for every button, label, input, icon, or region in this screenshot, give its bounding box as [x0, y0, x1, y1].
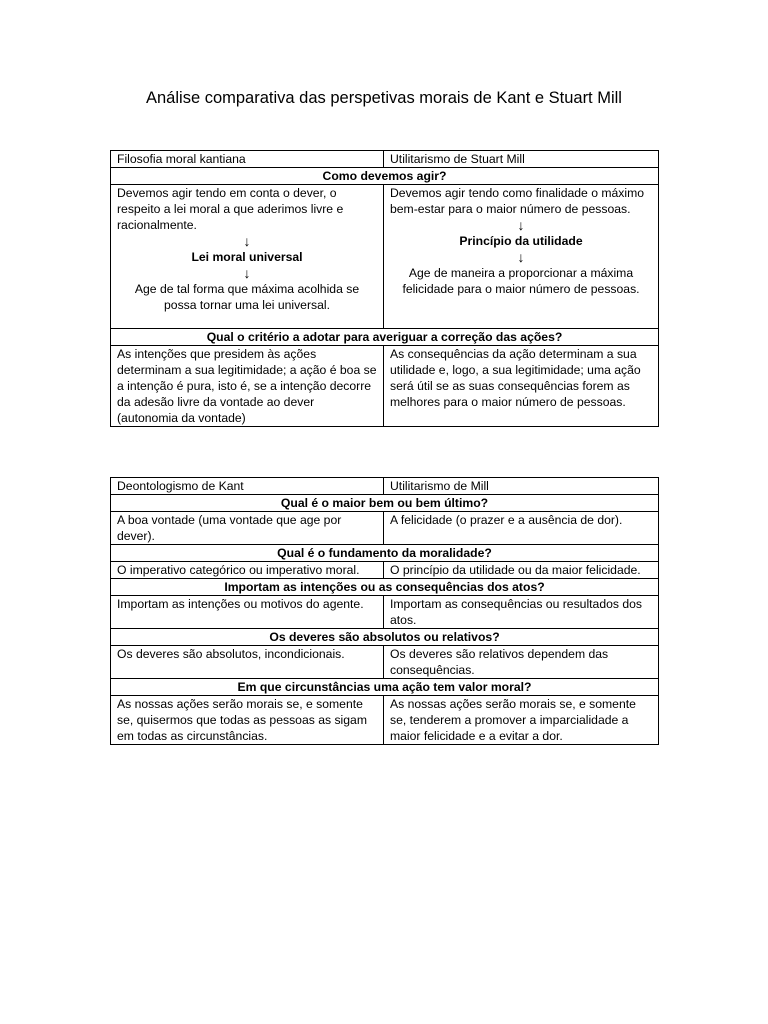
col-header-utilitarianism: Utilitarismo de Mill: [384, 478, 659, 495]
question-row: [111, 579, 659, 596]
kant-answer-cell: A boa vontade (uma vontade que age por dever).: [111, 512, 384, 545]
table-row: [111, 646, 659, 679]
question-row: [111, 679, 659, 696]
table-row: [111, 346, 659, 427]
col-header-kant: Filosofia moral kantiana: [111, 151, 384, 168]
table-header-row: [111, 151, 659, 168]
mill-how-to-act-cell: [384, 185, 659, 329]
mill-how-to-act-text: Devemos agir tendo como finalidade o máximo bem-estar para o maior número de pessoas.: [390, 186, 645, 216]
question-how-to-act: Como devemos agir?: [111, 168, 659, 185]
mill-formula: Age de maneira a proporcionar a máxima felicidade para o maior número de pessoas.: [402, 266, 640, 296]
col-header-deontology: Deontologismo de Kant: [111, 478, 384, 495]
kant-answer-cell: Os deveres são absolutos, incondicionais.: [111, 646, 384, 679]
question-criterion: Qual o critério a adotar para averiguar a correção das ações?: [111, 329, 659, 346]
kant-answer-cell: Importam as intenções ou motivos do agente.: [111, 596, 384, 629]
question-row: [111, 168, 659, 185]
col-header-mill: Utilitarismo de Stuart Mill: [384, 151, 659, 168]
question-intentions-consequences: Importam as intenções ou as consequências dos atos?: [111, 579, 659, 596]
table-header-row: [111, 478, 659, 495]
mill-answer-cell: O princípio da utilidade ou da maior felicidade.: [384, 562, 659, 579]
kant-answer-cell: As nossas ações serão morais se, e somente se, quisermos que todas as pessoas as sigam em todas as circunstâncias.: [111, 696, 384, 745]
kant-how-to-act-cell: [111, 185, 384, 329]
table-row: [111, 562, 659, 579]
kant-criterion-cell: As intenções que presidem às ações determinam a sua legitimidade; a ação é boa se a intenção é pura, isto é, se a intenção decorre da adesão livre da vontade ao dever (autonomia da vontade): [111, 346, 384, 427]
kant-principle: Lei moral universal: [191, 250, 303, 264]
question-row: [111, 495, 659, 512]
question-foundation: Qual é o fundamento da moralidade?: [111, 545, 659, 562]
question-moral-value: Em que circunstâncias uma ação tem valor moral?: [111, 679, 659, 696]
table-row: [111, 185, 659, 329]
table-row: [111, 696, 659, 745]
mill-answer-cell: A felicidade (o prazer e a ausência de dor).: [384, 512, 659, 545]
mill-answer-cell: Os deveres são relativos dependem das consequências.: [384, 646, 659, 679]
kant-formula: Age de tal forma que máxima acolhida se possa tornar uma lei universal.: [134, 282, 360, 312]
question-row: [111, 545, 659, 562]
question-duties: Os deveres são absolutos ou relativos?: [111, 629, 659, 646]
mill-answer-cell: As nossas ações serão morais se, e somente se, tenderem a promover a imparcialidade a maior felicidade e a evitar a dor.: [384, 696, 659, 745]
kant-mill-comparison-table: [110, 150, 659, 427]
question-row: [111, 629, 659, 646]
arrow-down-icon: ↓: [243, 265, 251, 281]
mill-criterion-cell: As consequências da ação determinam a sua utilidade e, logo, a sua legitimidade; uma ação será útil se as suas consequências forem as melhores para o maior número de pessoas.: [384, 346, 659, 427]
mill-answer-cell: Importam as consequências ou resultados dos atos.: [384, 596, 659, 629]
table-row: [111, 512, 659, 545]
mill-principle: Princípio da utilidade: [459, 234, 583, 248]
arrow-down-icon: ↓: [243, 233, 251, 249]
page-title: Análise comparativa das perspetivas morais de Kant e Stuart Mill: [146, 89, 622, 107]
table-row: [111, 596, 659, 629]
kant-answer-cell: O imperativo categórico ou imperativo moral.: [111, 562, 384, 579]
arrow-down-icon: ↓: [517, 217, 525, 233]
deontology-utilitarianism-table: [110, 477, 659, 745]
kant-how-to-act-text: Devemos agir tendo em conta o dever, o respeito a lei moral a que aderimos livre e racionalmente.: [117, 186, 344, 232]
arrow-down-icon: ↓: [517, 249, 525, 265]
question-highest-good: Qual é o maior bem ou bem último?: [111, 495, 659, 512]
question-row: [111, 329, 659, 346]
